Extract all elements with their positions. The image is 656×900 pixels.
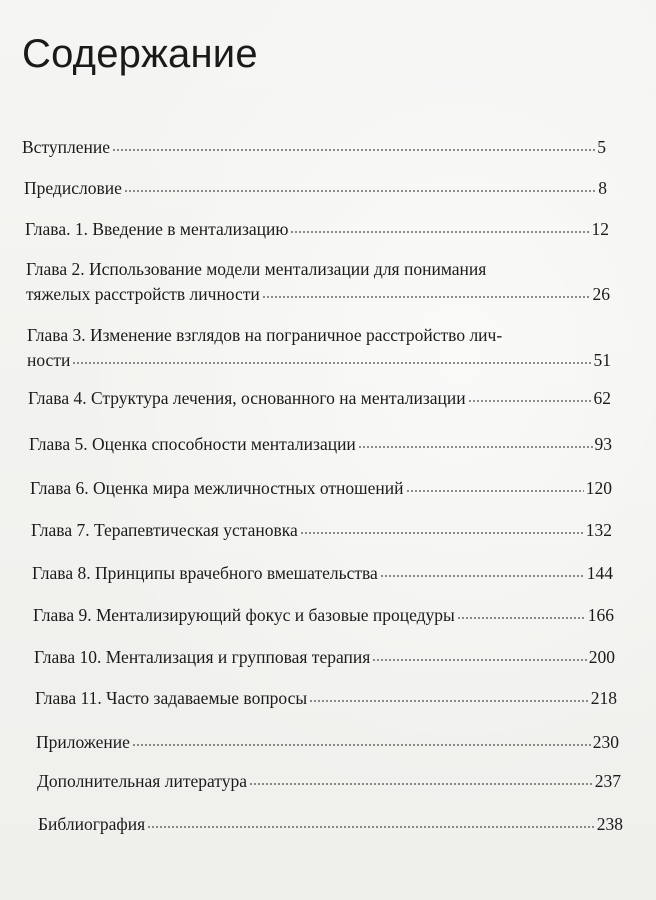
dot-leader xyxy=(372,658,586,662)
dot-leader xyxy=(72,361,591,365)
dot-leader xyxy=(249,782,593,786)
dot-leader xyxy=(290,230,589,234)
dot-leader xyxy=(147,825,595,829)
toc-entry-page: 120 xyxy=(585,478,612,498)
toc-entry-page: 237 xyxy=(594,771,621,791)
toc-entry-appendix xyxy=(36,730,619,755)
toc-entry-label: Глава 5. Оценка способности ментализации xyxy=(29,434,356,454)
dot-leader xyxy=(406,489,584,493)
dot-leader xyxy=(262,295,591,299)
toc-entry-introduction xyxy=(22,135,606,160)
toc-entry-label: Глава. 1. Введение в ментализацию xyxy=(25,219,289,239)
toc-entry-page: 62 xyxy=(593,388,611,408)
toc-entry-page: 144 xyxy=(586,563,613,583)
toc-entry-chapter-9 xyxy=(33,603,614,628)
toc-entry-page: 8 xyxy=(598,178,607,198)
toc-entry-label: Глава 4. Структура лечения, основанного на ментализации xyxy=(28,388,466,408)
toc-entry-page: 166 xyxy=(587,605,614,625)
toc-entry-label: Глава 9. Ментализирующий фокус и базовые процедуры xyxy=(33,605,455,625)
dot-leader xyxy=(380,574,585,578)
toc-entry-first-line: Глава 3. Изменение взглядов на пограничное расстройство лич- xyxy=(27,325,503,345)
toc-entry-label: Глава 7. Терапевтическая установка xyxy=(31,520,298,540)
toc-entry-chapter-2 xyxy=(26,257,610,307)
dot-leader xyxy=(468,399,592,403)
toc-entry-label: ности xyxy=(27,350,71,370)
dot-leader xyxy=(358,445,593,449)
toc-entry-label: тяжелых расстройств личности xyxy=(26,284,260,304)
toc-entry-label: Дополнительная литература xyxy=(37,771,247,791)
page-title: Содержание xyxy=(22,32,258,76)
dot-leader xyxy=(112,148,595,152)
dot-leader xyxy=(457,616,586,620)
toc-entry-page: 200 xyxy=(588,647,615,667)
toc-entry-chapter-10 xyxy=(34,645,615,670)
toc-entry-chapter-3 xyxy=(27,323,611,373)
dot-leader xyxy=(300,531,584,535)
toc-entry-chapter-7 xyxy=(31,518,612,543)
toc-entry-label: Библиография xyxy=(38,814,146,834)
toc-entry-label: Вступление xyxy=(22,137,110,157)
dot-leader xyxy=(309,699,589,703)
toc-entry-page: 12 xyxy=(591,219,609,239)
toc-entry-first-line: Глава 2. Использование модели ментализации для понимания xyxy=(26,259,487,279)
toc-entry-bibliography xyxy=(38,812,623,837)
toc-entry-label: Глава 10. Ментализация и групповая терапия xyxy=(34,647,371,667)
toc-entry-page: 51 xyxy=(593,350,611,370)
toc-entry-chapter-1 xyxy=(25,217,609,242)
dot-leader xyxy=(132,743,591,747)
toc-entry-label: Предисловие xyxy=(24,178,122,198)
toc-entry-chapter-5 xyxy=(29,432,612,457)
dot-leader xyxy=(124,189,596,193)
toc-entry-label: Приложение xyxy=(36,732,130,752)
toc-entry-chapter-11 xyxy=(35,686,617,711)
toc-entry-label: Глава 6. Оценка мира межличностных отношений xyxy=(30,478,404,498)
toc-entry-page: 218 xyxy=(590,688,617,708)
toc-entry-further-reading xyxy=(37,769,621,794)
toc-entry-page: 5 xyxy=(597,137,606,157)
toc-entry-page: 26 xyxy=(592,284,610,304)
toc-entry-page: 93 xyxy=(594,434,612,454)
toc-entry-preface xyxy=(24,176,607,201)
toc-entry-page: 230 xyxy=(592,732,619,752)
toc-entry-chapter-6 xyxy=(30,476,612,501)
toc-entry-page: 132 xyxy=(585,520,612,540)
toc-entry-label: Глава 8. Принципы врачебного вмешательства xyxy=(32,563,378,583)
toc-entry-chapter-4 xyxy=(28,386,611,411)
toc-entry-label: Глава 11. Часто задаваемые вопросы xyxy=(35,688,308,708)
toc-entry-chapter-8 xyxy=(32,561,613,586)
toc-entry-page: 238 xyxy=(596,814,623,834)
